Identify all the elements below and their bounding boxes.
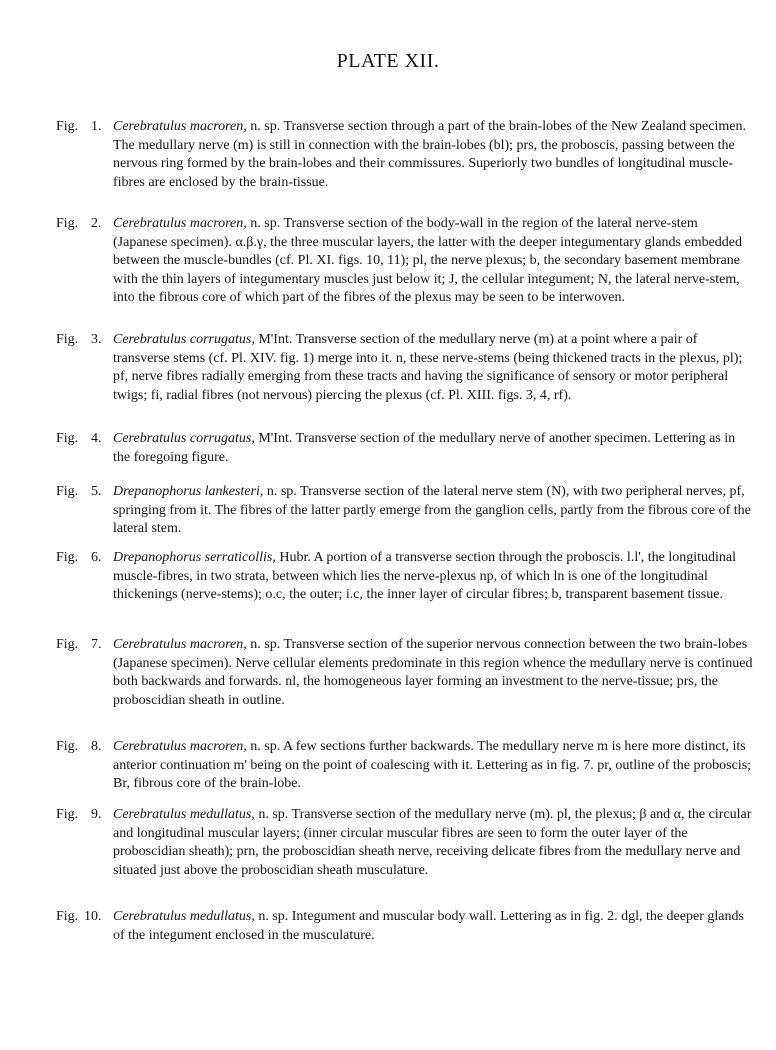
figure-caption: [113, 549, 753, 605]
fig-prefix: Fig.: [56, 807, 79, 822]
species-name: Cerebratulus macroren,: [113, 637, 247, 652]
species-name: Cerebratulus medullatus,: [113, 807, 255, 822]
fig-number: 5.: [91, 484, 102, 499]
fig-prefix: Fig.: [56, 637, 79, 652]
fig-number: 3.: [91, 332, 102, 347]
fig-prefix: Fig.: [56, 332, 79, 347]
figure-caption: [113, 331, 753, 405]
species-name: Cerebratulus corrugatus,: [113, 332, 255, 347]
page-title: PLATE XII.: [336, 50, 440, 72]
figure-caption: [113, 118, 753, 192]
figure-caption: [113, 430, 753, 467]
figure-caption: [113, 738, 753, 794]
figure-caption: [113, 908, 753, 945]
species-name: Cerebratulus macroren,: [113, 739, 247, 754]
caption-text: n. sp. Integument and muscular body wall. Lettering as in fig. 2. dgl, the deeper glands of the integument enclosed in the musculature.: [113, 909, 744, 943]
fig-prefix: Fig.: [56, 431, 79, 446]
species-name: Cerebratulus macroren,: [113, 119, 247, 134]
caption-text: n. sp. Transverse section of the lateral nerve stem (N), with two peripheral nerves, pf, springing from it. The fibres of the latter partly emerge from the ganglion cells, partly from the fibrous core of the lateral stem.: [113, 484, 751, 537]
fig-number: 9.: [91, 807, 102, 822]
caption-text: Hubr. A portion of a transverse section through the proboscis. l.l', the longitudinal muscle-fibres, in two strata, between which lies the nerve-plexus np, of which ln is one of the longitudinal thickenings (nerve-stems); o.c, the outer; i.c, the inner layer of circular fibres; b, transparent basement tissue.: [113, 550, 737, 603]
species-name: Cerebratulus macroren,: [113, 216, 247, 231]
fig-prefix: Fig.: [56, 119, 79, 134]
caption-text: n. sp. Transverse section of the superior nervous connection between the two brain-lobes (Japanese specimen). Nerve cellular elements predominate in this region whence the medullary nerve is continued both backwards and forwards. nl, the homogeneous layer forming an investment to the nerve-tissue; prs, the proboscidian sheath in outline.: [113, 637, 753, 708]
figure-caption: [113, 483, 753, 539]
species-name: Cerebratulus medullatus,: [113, 909, 255, 924]
fig-number: 6.: [91, 550, 102, 565]
figure-caption: [113, 636, 753, 710]
species-name: Drepanophorus lankesteri,: [113, 484, 264, 499]
fig-prefix: Fig.: [56, 739, 79, 754]
species-name: Cerebratulus corrugatus,: [113, 431, 255, 446]
fig-prefix: Fig.: [56, 909, 79, 924]
caption-text: n. sp. Transverse section through a part of the brain-lobes of the New Zealand specimen. The medullary nerve (m) is still in connection with the brain-lobes (bl); prs, the proboscis, passing between the nervous ring formed by the brain-lobes and their commissures. Superiorly two bundles of longitudinal muscle-fibres are enclosed by the brain-tissue.: [113, 119, 746, 190]
species-name: Drepanophorus serraticollis,: [113, 550, 276, 565]
caption-text: n. sp. Transverse section of the medullary nerve (m). pl, the plexus; β and α, the circular and longitudinal muscular layers; (inner circular muscular fibres are seen to form the outer layer of the proboscidian sheath); prn, the proboscidian sheath nerve, receiving delicate fibres from the medullary nerve and situated just above the proboscidian sheath musculature.: [113, 807, 752, 878]
caption-text: n. sp. Transverse section of the body-wall in the region of the lateral nerve-stem (Japanese specimen). α.β.γ, the three muscular layers, the latter with the deeper integumentary glands embedded between the muscle-bundles (cf. Pl. XI. figs. 10, 11); pl, the nerve plexus; b, the secondary basement membrane with the thin layers of integumentary muscles just below it; J, the cellular integument; N, the lateral nerve-stem, into the fibrous core of which part of the fibres of the plexus may be seen to be interwoven.: [113, 216, 743, 306]
fig-number: 4.: [91, 431, 102, 446]
figure-caption: [113, 806, 753, 880]
caption-text: M'Int. Transverse section of the medullary nerve (m) at a point where a pair of transverse stems (cf. Pl. XIV. fig. 1) merge into it. n, these nerve-stems (being thickened tracts in the plexus, pl); pf, nerve fibres radially emerging from these tracts and having the significance of sensory or motor peripheral twigs; fi, radial fibres (not nervous) piercing the plexus (cf. Pl. XIII. figs. 3, 4, rf).: [113, 332, 743, 403]
caption-text: n. sp. A few sections further backwards. The medullary nerve m is here more distinct, its anterior continuation m' being on the point of coalescing with it. Lettering as in fig. 7. pr, outline of the proboscis; Br, fibrous core of the brain-lobe.: [113, 739, 752, 792]
fig-number: 8.: [91, 739, 102, 754]
fig-number: 7.: [91, 637, 102, 652]
fig-number: 1.: [91, 119, 102, 134]
caption-text: M'Int. Transverse section of the medullary nerve of another specimen. Lettering as in the foregoing figure.: [113, 431, 736, 465]
fig-prefix: Fig.: [56, 550, 79, 565]
fig-prefix: Fig.: [56, 484, 79, 499]
fig-prefix: Fig.: [56, 216, 79, 231]
fig-number: 10.: [84, 909, 102, 924]
fig-number: 2.: [91, 216, 102, 231]
figure-caption: [113, 215, 753, 308]
